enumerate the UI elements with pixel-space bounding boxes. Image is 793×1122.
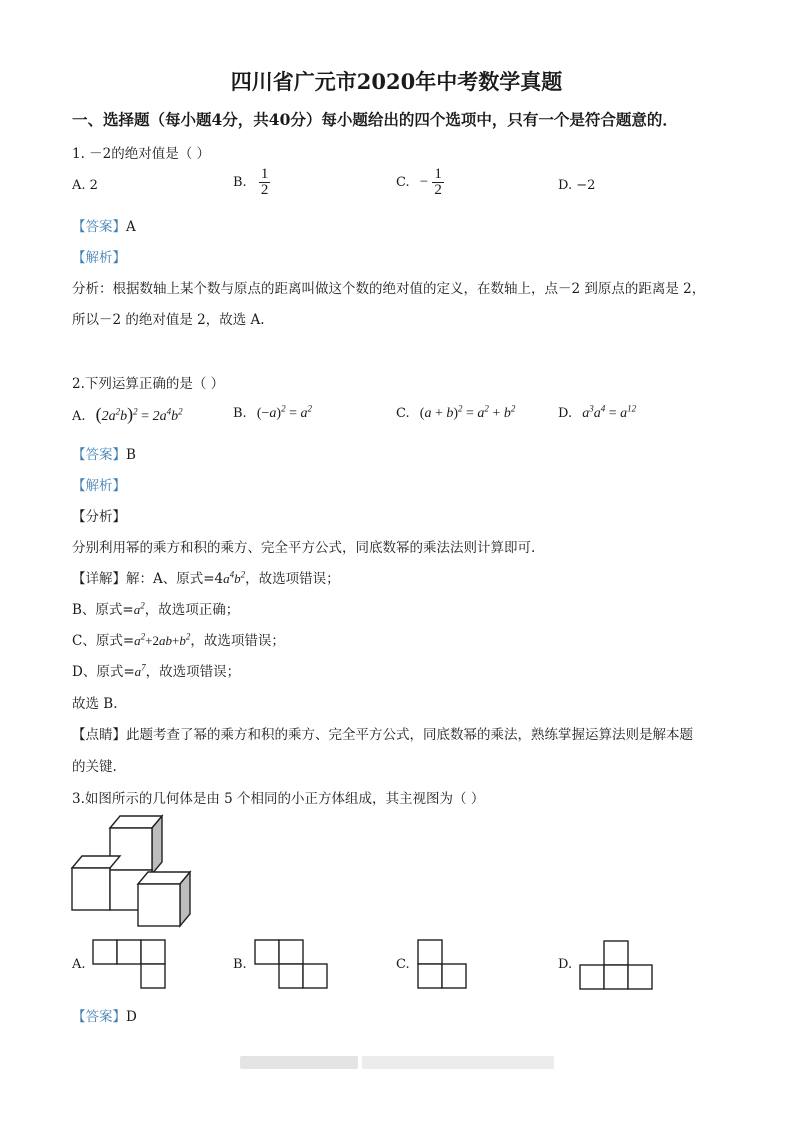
q2-detail-a: 【详解】解：A、原式$=4a^4b^2$，故选项错误； bbox=[72, 569, 340, 587]
q1-b-numerator: 1 bbox=[260, 166, 269, 182]
q3-answer: 【答案】D bbox=[72, 1009, 137, 1025]
q2-fenxi-text: 分别利用幂的乘方和积的乘方、完全平方公式，同底数幂的乘法法则计算即可. bbox=[72, 540, 536, 556]
q3-option-c-figure bbox=[417, 939, 471, 991]
q3-option-b-figure bbox=[254, 939, 330, 991]
q2-option-a: A. $(2a^2b)^2 = 2a^4b^2$ bbox=[72, 404, 183, 424]
section-heading: 一、选择题（每小题4分，共40分）每小题给出的四个选项中，只有一个是符合题意的． bbox=[72, 110, 678, 129]
q1-stem: 1. －2的绝对值是（ ） bbox=[72, 146, 211, 162]
q3-option-a-label: A. bbox=[72, 957, 86, 972]
q1-answer: 【答案】A bbox=[72, 219, 136, 235]
q2-conclusion: 故选 B. bbox=[72, 696, 118, 712]
q1-option-c: C. − $\frac{1}{2}$ bbox=[396, 166, 442, 198]
q3-option-c-label: C. bbox=[396, 957, 410, 972]
q1-analysis-label: 【解析】 bbox=[72, 250, 126, 266]
footer-watermark-left bbox=[240, 1056, 358, 1069]
q1-c-denominator: 2 bbox=[434, 182, 442, 198]
page-title: 四川省广元市2020年中考数学真题 bbox=[230, 69, 563, 94]
q2-fenxi-label: 【分析】 bbox=[72, 509, 126, 525]
q1-analysis-line1: 分析：根据数轴上某个数与原点的距离叫做这个数的绝对值的定义，在数轴上，点－2 到原点的距离是 2， bbox=[72, 281, 706, 297]
q3-option-b-label: B. bbox=[233, 957, 247, 972]
q2-analysis-label: 【解析】 bbox=[72, 478, 126, 494]
q2-stem: 2.下列运算正确的是（ ） bbox=[72, 376, 225, 392]
q2-detail-b: B、原式$=a^2$，故选项正确； bbox=[72, 600, 240, 618]
q3-option-a-figure bbox=[92, 939, 168, 991]
q1-analysis-line2: 所以－2 的绝对值是 2，故选 A. bbox=[72, 312, 265, 328]
q1-option-d: D. −2 bbox=[558, 178, 596, 193]
q2-option-d: D. $a^3a^4 = a^{12}$ bbox=[558, 403, 637, 421]
q2-comment-line1: 【点睛】此题考查了幂的乘方和积的乘方、完全平方公式，同底数幂的乘法，熟练掌握运算法则是解本题 bbox=[72, 727, 693, 743]
q2-detail-c: C、原式$=a^2+2ab+b^2$，故选项错误； bbox=[72, 631, 285, 649]
q2-detail-d: D、原式$=a^7$，故选项错误； bbox=[72, 662, 241, 680]
q3-solid-figure bbox=[68, 812, 208, 932]
q3-stem: 3.如图所示的几何体是由 5 个相同的小正方体组成，其主视图为（ ） bbox=[72, 791, 485, 807]
q2-comment-line2: 的关键. bbox=[72, 759, 117, 775]
footer-watermark-right bbox=[362, 1056, 554, 1069]
q1-option-b: B. $\frac{1}{2}$ bbox=[233, 166, 269, 198]
q3-option-d-figure bbox=[579, 940, 655, 992]
q1-b-denominator: 2 bbox=[260, 182, 269, 198]
q1-option-a: A. 2 bbox=[72, 178, 98, 193]
q1-c-numerator: 1 bbox=[434, 166, 442, 182]
q2-option-b: B. $(-a)^2 = a^2$ bbox=[233, 403, 312, 421]
q2-answer: 【答案】B bbox=[72, 447, 136, 463]
q2-option-c: C. $(a + b)^2 = a^2 + b^2$ bbox=[396, 403, 516, 421]
q3-option-d-label: D. bbox=[558, 957, 573, 972]
